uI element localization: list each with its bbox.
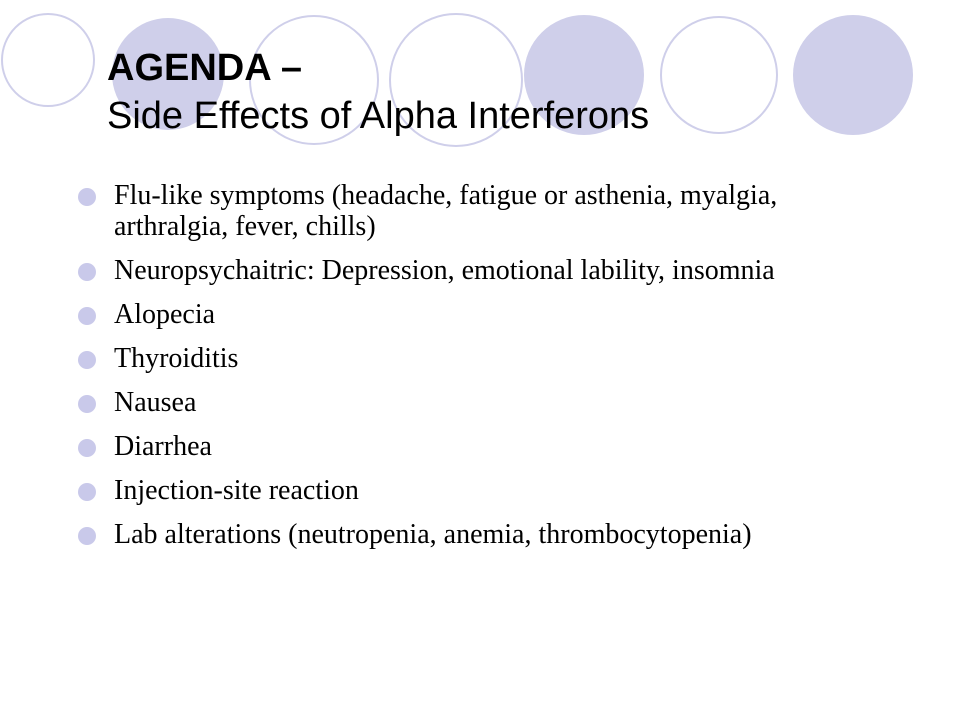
list-item-text: Alopecia xyxy=(114,299,216,330)
title-subheading: Side Effects of Alpha Interferons xyxy=(107,95,650,137)
list-item-text: Lab alterations (neutropenia, anemia, thrombocytopenia) xyxy=(114,519,752,550)
list-item xyxy=(78,519,878,550)
list-item-text: Neuropsychaitric: Depression, emotional lability, insomnia xyxy=(114,255,775,286)
list-item-text: Nausea xyxy=(114,387,197,418)
bullet-icon xyxy=(78,188,96,206)
list-item xyxy=(78,475,878,506)
slide-title xyxy=(107,44,927,140)
bullet-icon xyxy=(78,263,96,281)
bullet-icon xyxy=(78,395,96,413)
list-item-text: Diarrhea xyxy=(114,431,212,462)
decor-circle-outline xyxy=(2,14,94,106)
list-item-text: Thyroiditis xyxy=(114,343,239,374)
list-item xyxy=(78,255,878,286)
list-item xyxy=(78,299,878,330)
title-heading: AGENDA – xyxy=(107,47,302,89)
list-item xyxy=(78,387,878,418)
bullet-icon xyxy=(78,483,96,501)
bullet-icon xyxy=(78,527,96,545)
list-item-text: Flu-like symptoms (headache, fatigue or asthenia, myalgia, arthralgia, fever, chills) xyxy=(114,180,778,242)
list-item xyxy=(78,343,878,374)
bullet-icon xyxy=(78,307,96,325)
bullet-icon xyxy=(78,439,96,457)
list-item-text: Injection-site reaction xyxy=(114,475,359,506)
bullet-icon xyxy=(78,351,96,369)
list-item xyxy=(78,431,878,462)
list-item xyxy=(78,180,878,242)
bullet-list xyxy=(78,180,878,563)
